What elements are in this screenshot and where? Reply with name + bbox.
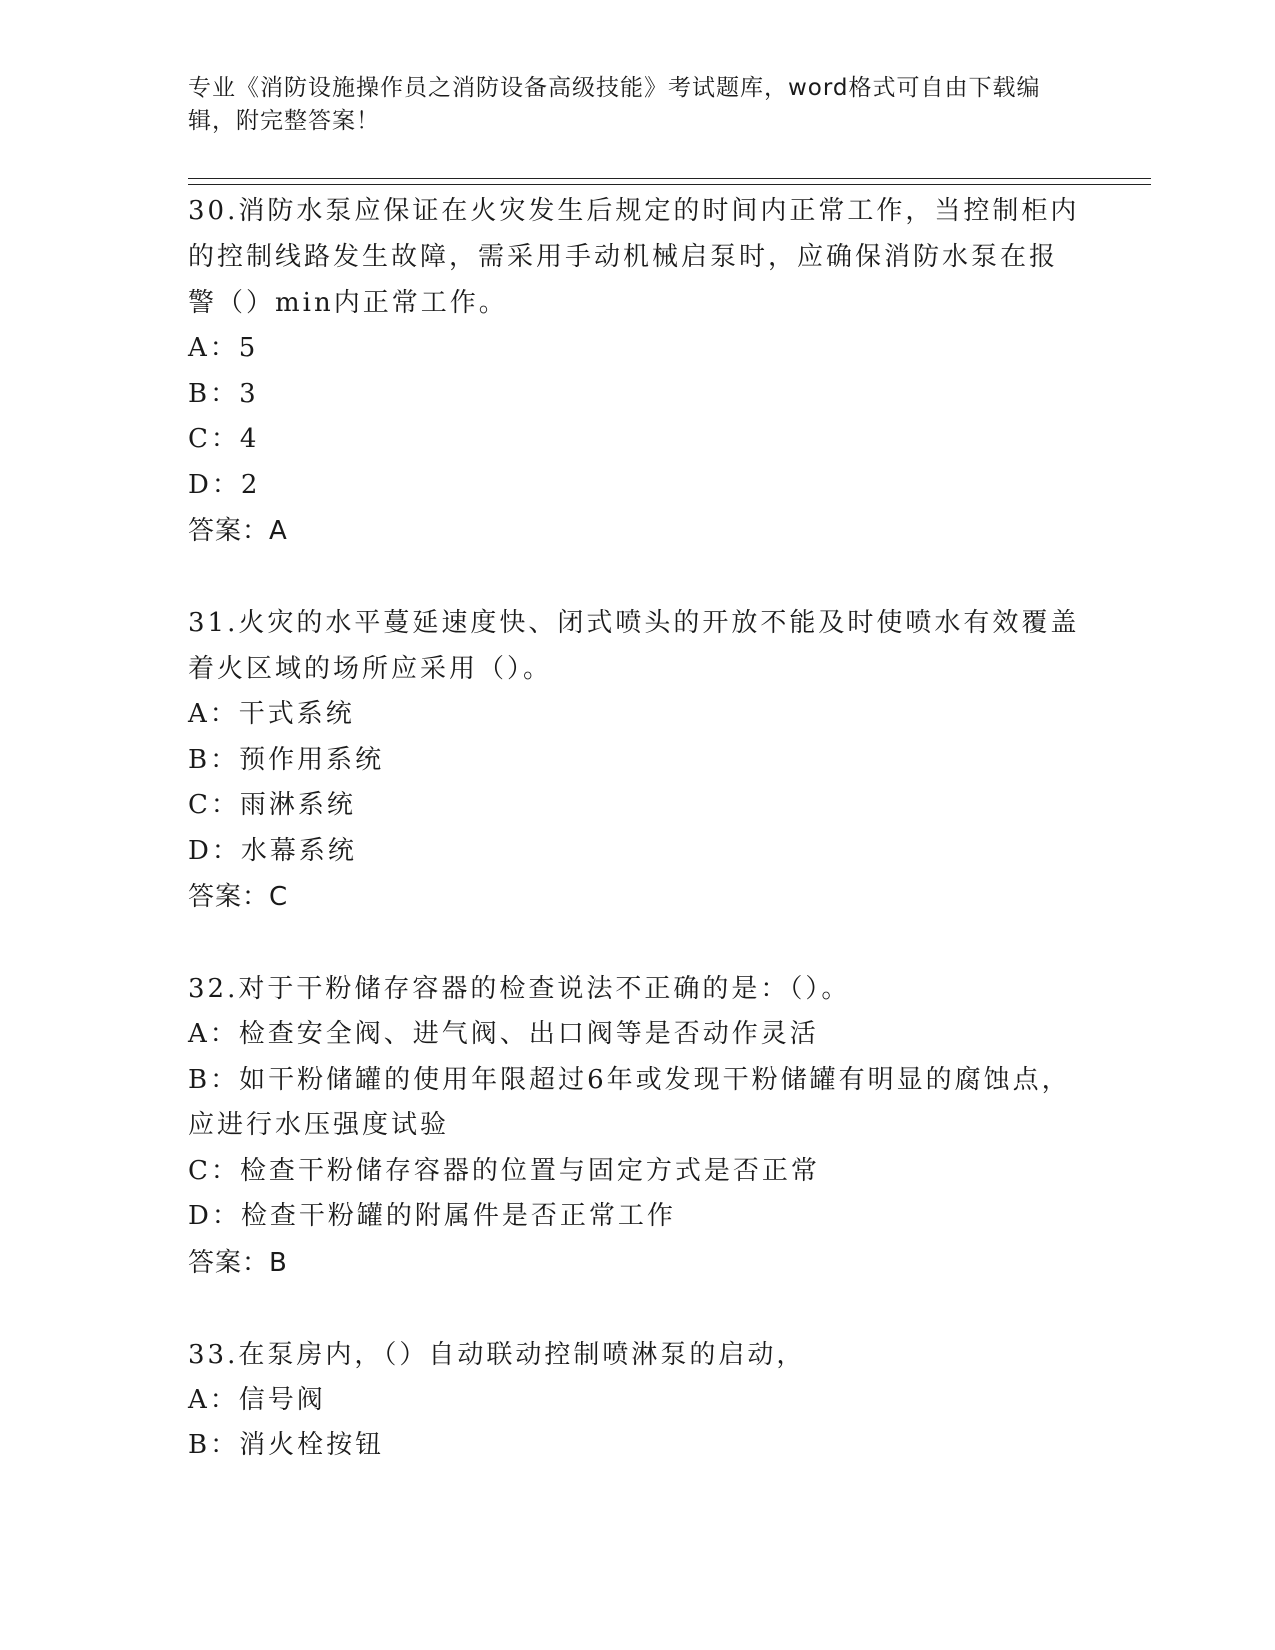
question-stem: 30.消防水泵应保证在火灾发生后规定的时间内正常工作，当控制柜内 的控制线路发生故障，需采用手动机械启泵时，应确保消防水泵在报 警（）min内正常工作。 — [188, 196, 1080, 318]
option-b: B：消火栓按钮 — [188, 1430, 385, 1460]
option-c: C：检查干粉储存容器的位置与固定方式是否正常 — [188, 1155, 820, 1186]
answer-line: 答案：C — [188, 882, 289, 912]
question-list — [188, 188, 1088, 1469]
question-stem: 31.火灾的水平蔓延速度快、闭式喷头的开放不能及时使喷水有效覆盖 着火区域的场所应采用（）。 — [188, 608, 1080, 684]
option-a: A：干式系统 — [188, 699, 355, 729]
option-b: B：预作用系统 — [188, 744, 385, 775]
question-30 — [188, 188, 1088, 554]
answer-line: 答案：B — [188, 1247, 288, 1278]
option-d: D：2 — [188, 469, 261, 500]
question-31 — [188, 600, 1088, 920]
question-stem: 33.在泵房内，（）自动联动控制喷淋泵的启动， — [188, 1339, 806, 1370]
option-c: C：4 — [188, 424, 260, 454]
header-rule-top — [188, 178, 1151, 179]
document-header: 专业《消防设施操作员之消防设备高级技能》考试题库，word格式可自由下载编 辑，附完整答案！ — [188, 75, 1041, 134]
header-rule-bottom — [188, 184, 1151, 185]
option-a: A：5 — [188, 333, 259, 363]
answer-line: 答案：A — [188, 516, 288, 546]
question-stem: 32.对于干粉储存容器的检查说法不正确的是：（）。 — [188, 974, 851, 1004]
option-a: A：信号阀 — [188, 1384, 326, 1415]
option-b: B：3 — [188, 378, 259, 409]
option-c: C：雨淋系统 — [188, 790, 356, 820]
option-a: A：检查安全阀、进气阀、出口阀等是否动作灵活 — [188, 1019, 819, 1049]
option-b: B：如干粉储罐的使用年限超过6年或发现干粉储罐有明显的腐蚀点， 应进行水压强度试验 — [188, 1064, 1071, 1140]
question-32 — [188, 966, 1088, 1286]
option-d: D：检查干粉罐的附属件是否正常工作 — [188, 1201, 676, 1231]
question-33 — [188, 1332, 1088, 1469]
option-d: D：水幕系统 — [188, 835, 357, 866]
